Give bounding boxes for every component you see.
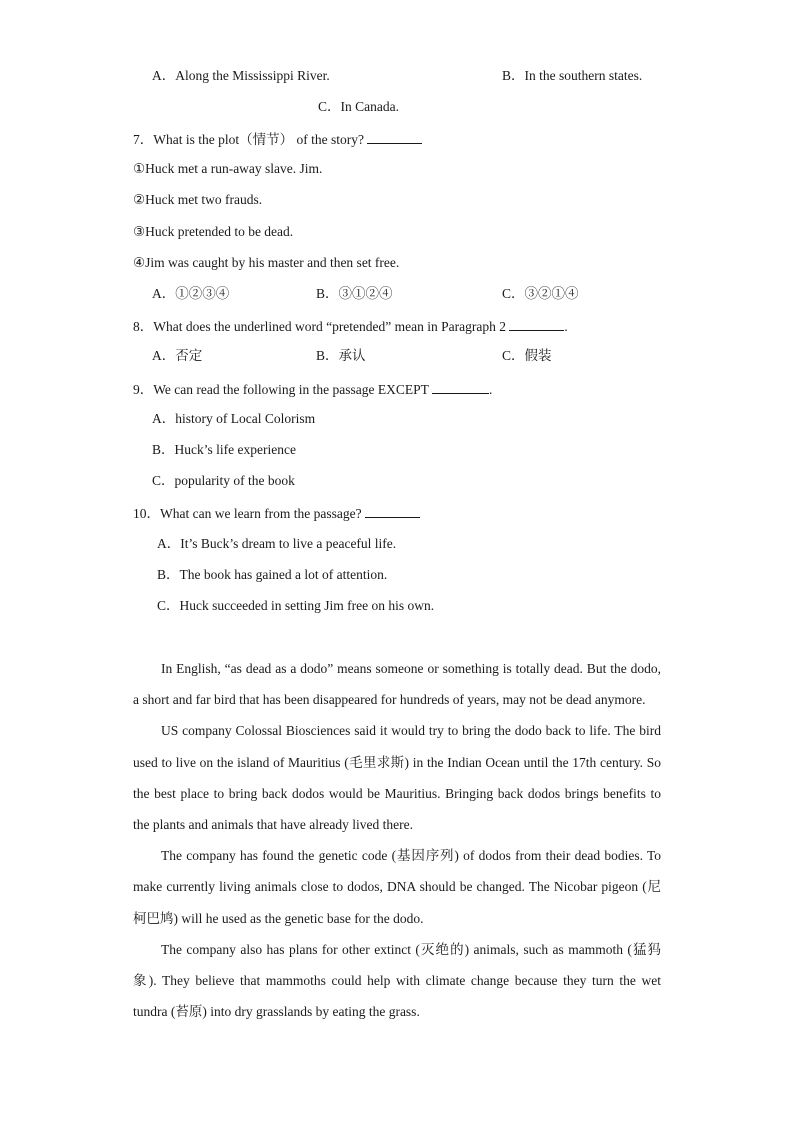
q10-answer-blank[interactable] <box>365 503 420 518</box>
q9-answer-blank[interactable] <box>432 379 489 394</box>
q6-option-c: C．In Canada. <box>318 99 399 114</box>
q8-option-c: C．假装 <box>502 348 552 363</box>
q9-option-b: B．Huck’s life experience <box>152 442 296 457</box>
q7-item-2: ②Huck met two frauds. <box>133 192 263 207</box>
q10-stem-line <box>133 503 420 523</box>
q9-stem: 9．We can read the following in the passage EXCEPT <box>133 382 429 397</box>
q8-stem-line <box>133 316 568 336</box>
q10-option-a: A．It’s Buck’s dream to live a peaceful life. <box>157 536 397 551</box>
q7-stem-line <box>133 129 422 149</box>
passage-paragraph-4: The company also has plans for other extinct (灭绝的) animals, such as mammoth (猛犸象). They believe that mammoths could help with climate change because they turn the wet tundra (苔原) into dry grasslands by eating the grass. <box>133 941 661 1020</box>
q7-option-c: C．③②①④ <box>502 286 579 301</box>
q7-item-1: ①Huck met a run-away slave. Jim. <box>133 161 323 176</box>
q8-stem: 8．What does the underlined word “pretended” mean in Paragraph 2 <box>133 319 506 334</box>
q8-end: . <box>564 319 568 334</box>
q7-option-a: A．①②③④ <box>152 286 230 301</box>
passage-paragraph-3: The company has found the genetic code (基因序列) of dodos from their dead bodies. To make currently living animals close to dodos, DNA should be changed. The Nicobar pigeon (尼柯巴鸠) will he used as the genetic base for the dodo. <box>133 848 661 926</box>
q9-stem-line <box>133 379 492 399</box>
passage-paragraph-1: In English, “as dead as a dodo” means someone or something is totally dead. But the dodo, a short and far bird that has been disappeared for hundreds of years, may not be dead anymore. <box>133 661 661 708</box>
q7-answer-blank[interactable] <box>367 129 422 144</box>
q7-item-4: ④Jim was caught by his master and then set free. <box>133 255 400 270</box>
q7-option-b: B．③①②④ <box>316 286 393 301</box>
reading-passage <box>133 653 661 1027</box>
q6-option-b: B．In the southern states. <box>502 68 643 83</box>
q9-option-c: C．popularity of the book <box>152 473 295 488</box>
q6-option-a: A．Along the Mississippi River. <box>152 68 330 83</box>
passage-paragraph-2: US company Colossal Biosciences said it would try to bring the dodo back to life. The bird used to live on the island of Mauritius (毛里求斯) in the Indian Ocean until the 17th century. So the best place to bring back dodos would be Mauritius. Bringing back dodos brings benefits to the plants and animals that have already lived there. <box>133 723 661 833</box>
q9-option-a: A．history of Local Colorism <box>152 411 316 426</box>
q10-option-c: C．Huck succeeded in setting Jim free on his own. <box>157 598 435 613</box>
q10-stem: 10．What can we learn from the passage? <box>133 506 362 521</box>
q9-end: . <box>488 382 493 397</box>
q8-option-a: A．否定 <box>152 348 203 363</box>
q7-stem: 7．What is the plot（情节） of the story? <box>133 132 364 147</box>
q10-option-b: B．The book has gained a lot of attention. <box>157 567 388 582</box>
q8-answer-blank[interactable] <box>509 316 564 331</box>
q8-option-b: B．承认 <box>316 348 366 363</box>
q7-item-3: ③Huck pretended to be dead. <box>133 224 294 239</box>
